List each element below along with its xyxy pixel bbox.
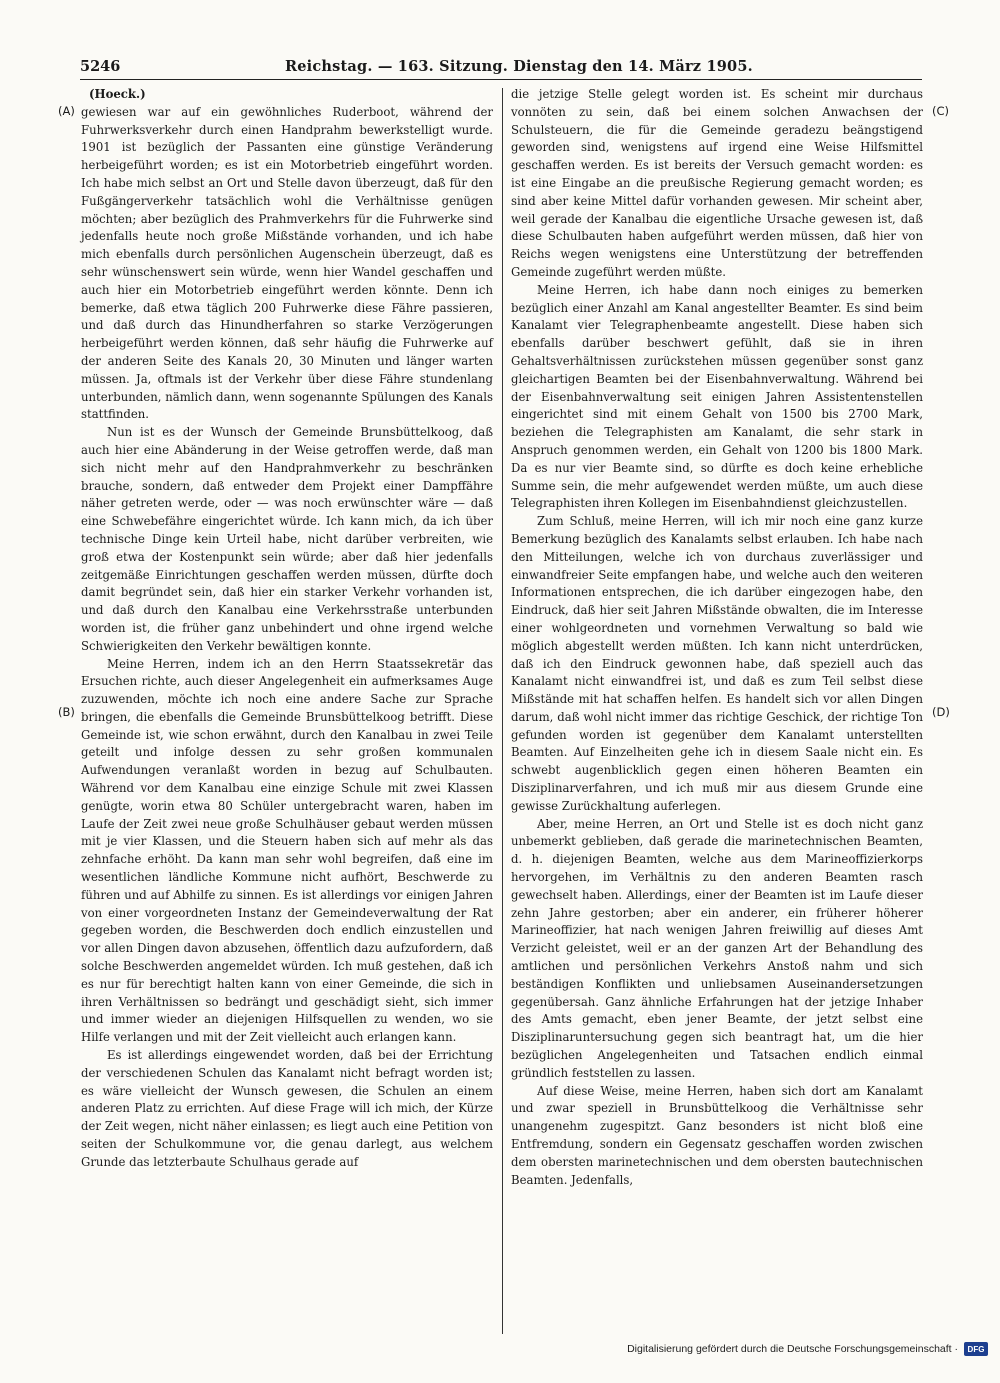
speaker-name: (Hoeck.) bbox=[89, 87, 146, 101]
left-column bbox=[81, 86, 493, 1172]
paragraph: Es ist allerdings eingewendet worden, daß bei der Errichtung der verschiedenen Schulen das Kanalamt nicht befragt worden ist; es wäre vielleicht der Wunsch gewesen, die Schulen an einem anderen Platz zu errichten. Auf diese Frage will ich mich, der Kürze der Zeit wegen, nicht näher einlassen; es liegt auch eine Petition von seiten der Schulkommune vor, die genau darlegt, aus welchem Grunde das letzterbaute Schulhaus gerade auf bbox=[81, 1048, 493, 1169]
margin-marker-c: (C) bbox=[932, 104, 950, 118]
column-divider bbox=[502, 88, 503, 1334]
running-title: Reichstag. — 163. Sitzung. Dienstag den 14. März 1905. bbox=[285, 58, 753, 75]
paragraph: gewiesen war auf ein gewöhnliches Ruderboot, während der Fuhrwerksverkehr durch einen Handprahm bewerkstelligt wurde. 1901 ist bezüglich der Passanten eine günstige Veränderung herbeigeführt worden; es ist ein Motorbetrieb eingeführt worden. Ich habe mich selbst an Ort und Stelle davon überzeugt, daß für den Fußgängerverkehr tatsächlich wohl die Verhältnisse genügen möchten; aber bezüglich des Prahmverkehrs für die Fuhrwerke sind jedenfalls heute noch große Mißstände vorhanden, und ich habe mich ebenfalls durch persönlichen Augenschein überzeugt, daß es sehr wünschenswert sein würde, wenn hier Wandel geschaffen und auch hier ein Motorbetrieb eingeführt werden könnte. Denn ich bemerke, daß etwa täglich 200 Fuhrwerke diese Fähre passieren, und daß durch das Hinundherfahren so starke Verzögerungen herbeigeführt werden können, daß sehr häufig die Fuhrwerke auf der anderen Seite des Kanals 20, 30 Minuten und länger warten müssen. Ja, oftmals ist der Verkehr über diese Fähre stundenlang unterbunden, nämlich dann, wenn sogenannte Spülungen des Kanals stattfinden. bbox=[81, 104, 493, 422]
running-header bbox=[80, 58, 922, 78]
paragraph: die jetzige Stelle gelegt worden ist. Es scheint mir durchaus vonnöten zu sein, daß bei einem solchen Anwachsen der Schulsteuern, die für die Gemeinde geradezu beängstigend geworden sind, wenigstens auf irgend eine Weise Hilfsmittel geschaffen werden. Es ist bereits der Versuch gemacht worden: es ist eine Eingabe an die preußische Regierung gemacht worden; es sind aber keine Mittel dafür vorhanden gewesen. Mir scheint aber, weil gerade der Kanalbau die eigentliche Ursache gewesen ist, daß diese Schulbauten haben aufgeführt werden müssen, daß hier von Reichs wegen wenigstens eine Unterstützung der betreffenden Gemeinde zugeführt werden müßte. bbox=[511, 87, 923, 279]
margin-marker-a: (A) bbox=[58, 104, 75, 118]
right-column bbox=[511, 86, 923, 1189]
paragraph: Auf diese Weise, meine Herren, haben sich dort am Kanalamt und zwar speziell in Brunsbüttelkoog die Verhältnisse sehr unangenehm zugespitzt. Ganz besonders ist nicht bloß eine Entfremdung, sondern ein Gegensatz geschaffen worden zwischen dem obersten marinetechnischen und dem obersten bautechnischen Beamten. Jedenfalls, bbox=[511, 1083, 923, 1187]
paragraph: Aber, meine Herren, an Ort und Stelle ist es doch nicht ganz unbemerkt geblieben, daß gerade die marinetechnischen Beamten, d. h. diejenigen Beamten, welche aus dem Marineoffizierkorps hervorgehen, im Verhältnis zu den anderen Beamten rasch gewechselt haben. Allerdings, einer der Beamten ist im Laufe dieser zehn Jahre gestorben; aber ein anderer, ein früherer höherer Marineoffizier, hat nach wenigen Jahren freiwillig auf dieses Amt Verzicht geleistet, weil er an der ganzen Art der Behandlung des amtlichen und persönlichen Verkehrs Anstoß nahm und sich beständigen Konflikten und unliebsamen Auseinandersetzungen gegenübersah. Ganz ähnliche Erfahrungen hat der jetzige Inhaber des Amts gemacht, eben jener Beamte, der jetzt selbst eine Disziplinaruntersuchung gegen sich beantragt hat, um die hier bezüglichen Angelegenheiten und Tatsachen endlich einmal gründlich feststellen zu lassen. bbox=[511, 816, 923, 1080]
digitization-footer bbox=[627, 1342, 988, 1356]
header-rule bbox=[80, 79, 922, 80]
paragraph: Zum Schluß, meine Herren, will ich mir noch eine ganz kurze Bemerkung bezüglich des Kanalamts selbst erlauben. Ich habe nach den Mitteilungen, welche ich von durchaus zuverlässiger und einwandfreier Seite empfangen habe, und welche auch den weiteren Informationen entsprechen, die ich darüber eingezogen habe, den Eindruck, daß hier seit Jahren Mißstände obwalten, die im Interesse einer wohlgeordneten und vornehmen Verwaltung so bald wie möglich abgestellt werden müßten. Ich kann nicht unterdrücken, daß ich den Eindruck gewonnen habe, daß speziell auch das Kanalamt nicht einwandfrei ist, und daß es zum Teil selbst diese Mißstände mit hat schaffen helfen. Es handelt sich vor allen Dingen darum, daß wohl nicht immer das richtige Geschick, der richtige Ton gefunden worden ist gegenüber dem Kanalamt unterstellten Beamten. Auf Einzelheiten gehe ich in diesem Saale nicht ein. Es schwebt augenblicklich gegen einen höheren Beamten ein Disziplinarverfahren, und ich muß mir aus diesem Grunde eine gewisse Zurückhaltung auferlegen. bbox=[511, 514, 923, 813]
dfg-logo bbox=[964, 1342, 988, 1356]
dfg-logo-text: DFG bbox=[967, 1344, 985, 1354]
footer-credit: Digitalisierung gefördert durch die Deutsche Forschungsgemeinschaft · bbox=[627, 1343, 958, 1355]
paragraph: Nun ist es der Wunsch der Gemeinde Brunsbüttelkoog, daß auch hier eine Abänderung in der Weise getroffen werde, daß man sich nicht mehr auf den Handprahmverkehr zu beschränken brauche, sondern, daß entweder dem Projekt einer Dampffähre näher getreten werde, oder — was noch erwünschter wäre — daß eine Schwebefähre eingerichtet würde. Ich kann mich, da ich über technische Dinge kein Urteil habe, nicht darüber verbreiten, wie groß etwa der Kostenpunkt sein würde; aber daß hier jedenfalls zeitgemäße Einrichtungen geschaffen werden müssen, dürfte doch damit begründet sein, daß hier ein starker Verkehr vorhanden ist, und daß durch den Kanalbau eine Verkehrsstraße unterbunden worden ist, die früher ganz unbehindert und ohne irgend welche Schwierigkeiten den Verkehr bewältigen konnte. bbox=[81, 425, 493, 653]
paragraph: Meine Herren, ich habe dann noch einiges zu bemerken bezüglich einer Anzahl am Kanal angestellter Beamter. Es sind beim Kanalamt vier Telegraphenbeamte angestellt. Diese haben sich ebenfalls darüber beschwert gefühlt, daß sie in ihren Gehaltsverhältnissen zurückstehen müssen gegenüber sonst ganz gleichartigen Beamten bei der Eisenbahnverwaltung. Während bei der Eisenbahnverwaltung seit einigen Jahren Assistentenstellen eingerichtet sind mit einem Gehalt von 1500 bis 2700 Mark, beziehen die Telegraphisten am Kanalamt, die sehr stark in Anspruch genommen werden, ein Gehalt von 1200 bis 1800 Mark. Da es nur vier Beamte sind, so dürfte es doch keine erhebliche Summe sein, die mehr aufgewendet werden müßte, um auch diese Telegraphisten ihren Kollegen im Eisenbahndienst gleichzustellen. bbox=[511, 282, 923, 511]
page-number: 5246 bbox=[80, 58, 121, 75]
margin-marker-b: (B) bbox=[58, 705, 75, 719]
paragraph: Meine Herren, indem ich an den Herrn Staatssekretär das Ersuchen richte, auch dieser Angelegenheit ein aufmerksames Auge zuzuwenden, möchte ich noch eine andere Sache zur Sprache bringen, die ebenfalls die Gemeinde Brunsbüttelkoog betrifft. Diese Gemeinde ist, wie schon erwähnt, durch den Kanalbau in zwei Teile geteilt und infolge dessen zu sehr großen kommunalen Aufwendungen veranlaßt worden in bezug auf Schulbauten. Während vor dem Kanalbau eine einzige Schule mit zwei Klassen genügte, worin etwa 80 Schüler untergebracht waren, haben im Laufe der Zeit zwei neue große Schulhäuser gebaut werden müssen mit je vier Klassen, und die Steuern haben sich auf mehr als das zehnfache erhöht. Da kann man sehr wohl begreifen, daß eine im wesentlichen ländliche Kommune nicht aufhört, Beschwerde zu führen und auf Abhilfe zu sinnen. Es ist allerdings vor einigen Jahren von einer vorgeordneten Instanz der Gemeindeverwaltung der Rat gegeben worden, die Beschwerden doch endlich einzustellen und vor allen Dingen davon abzusehen, öffentlich dazu aufzufordern, daß solche Beschwerden angemeldet würden. Ich muß gestehen, daß ich es nur für berechtigt halten kann von einer Gemeinde, die sich in ihren Verhältnissen so bedrängt und geschädigt sieht, sich immer und immer wieder an diejenigen Hilfsquellen zu wenden, wo sie Hilfe verlangen und mit der Zeit vielleicht auch erlangen kann. bbox=[81, 656, 493, 1045]
margin-marker-d: (D) bbox=[932, 705, 950, 719]
